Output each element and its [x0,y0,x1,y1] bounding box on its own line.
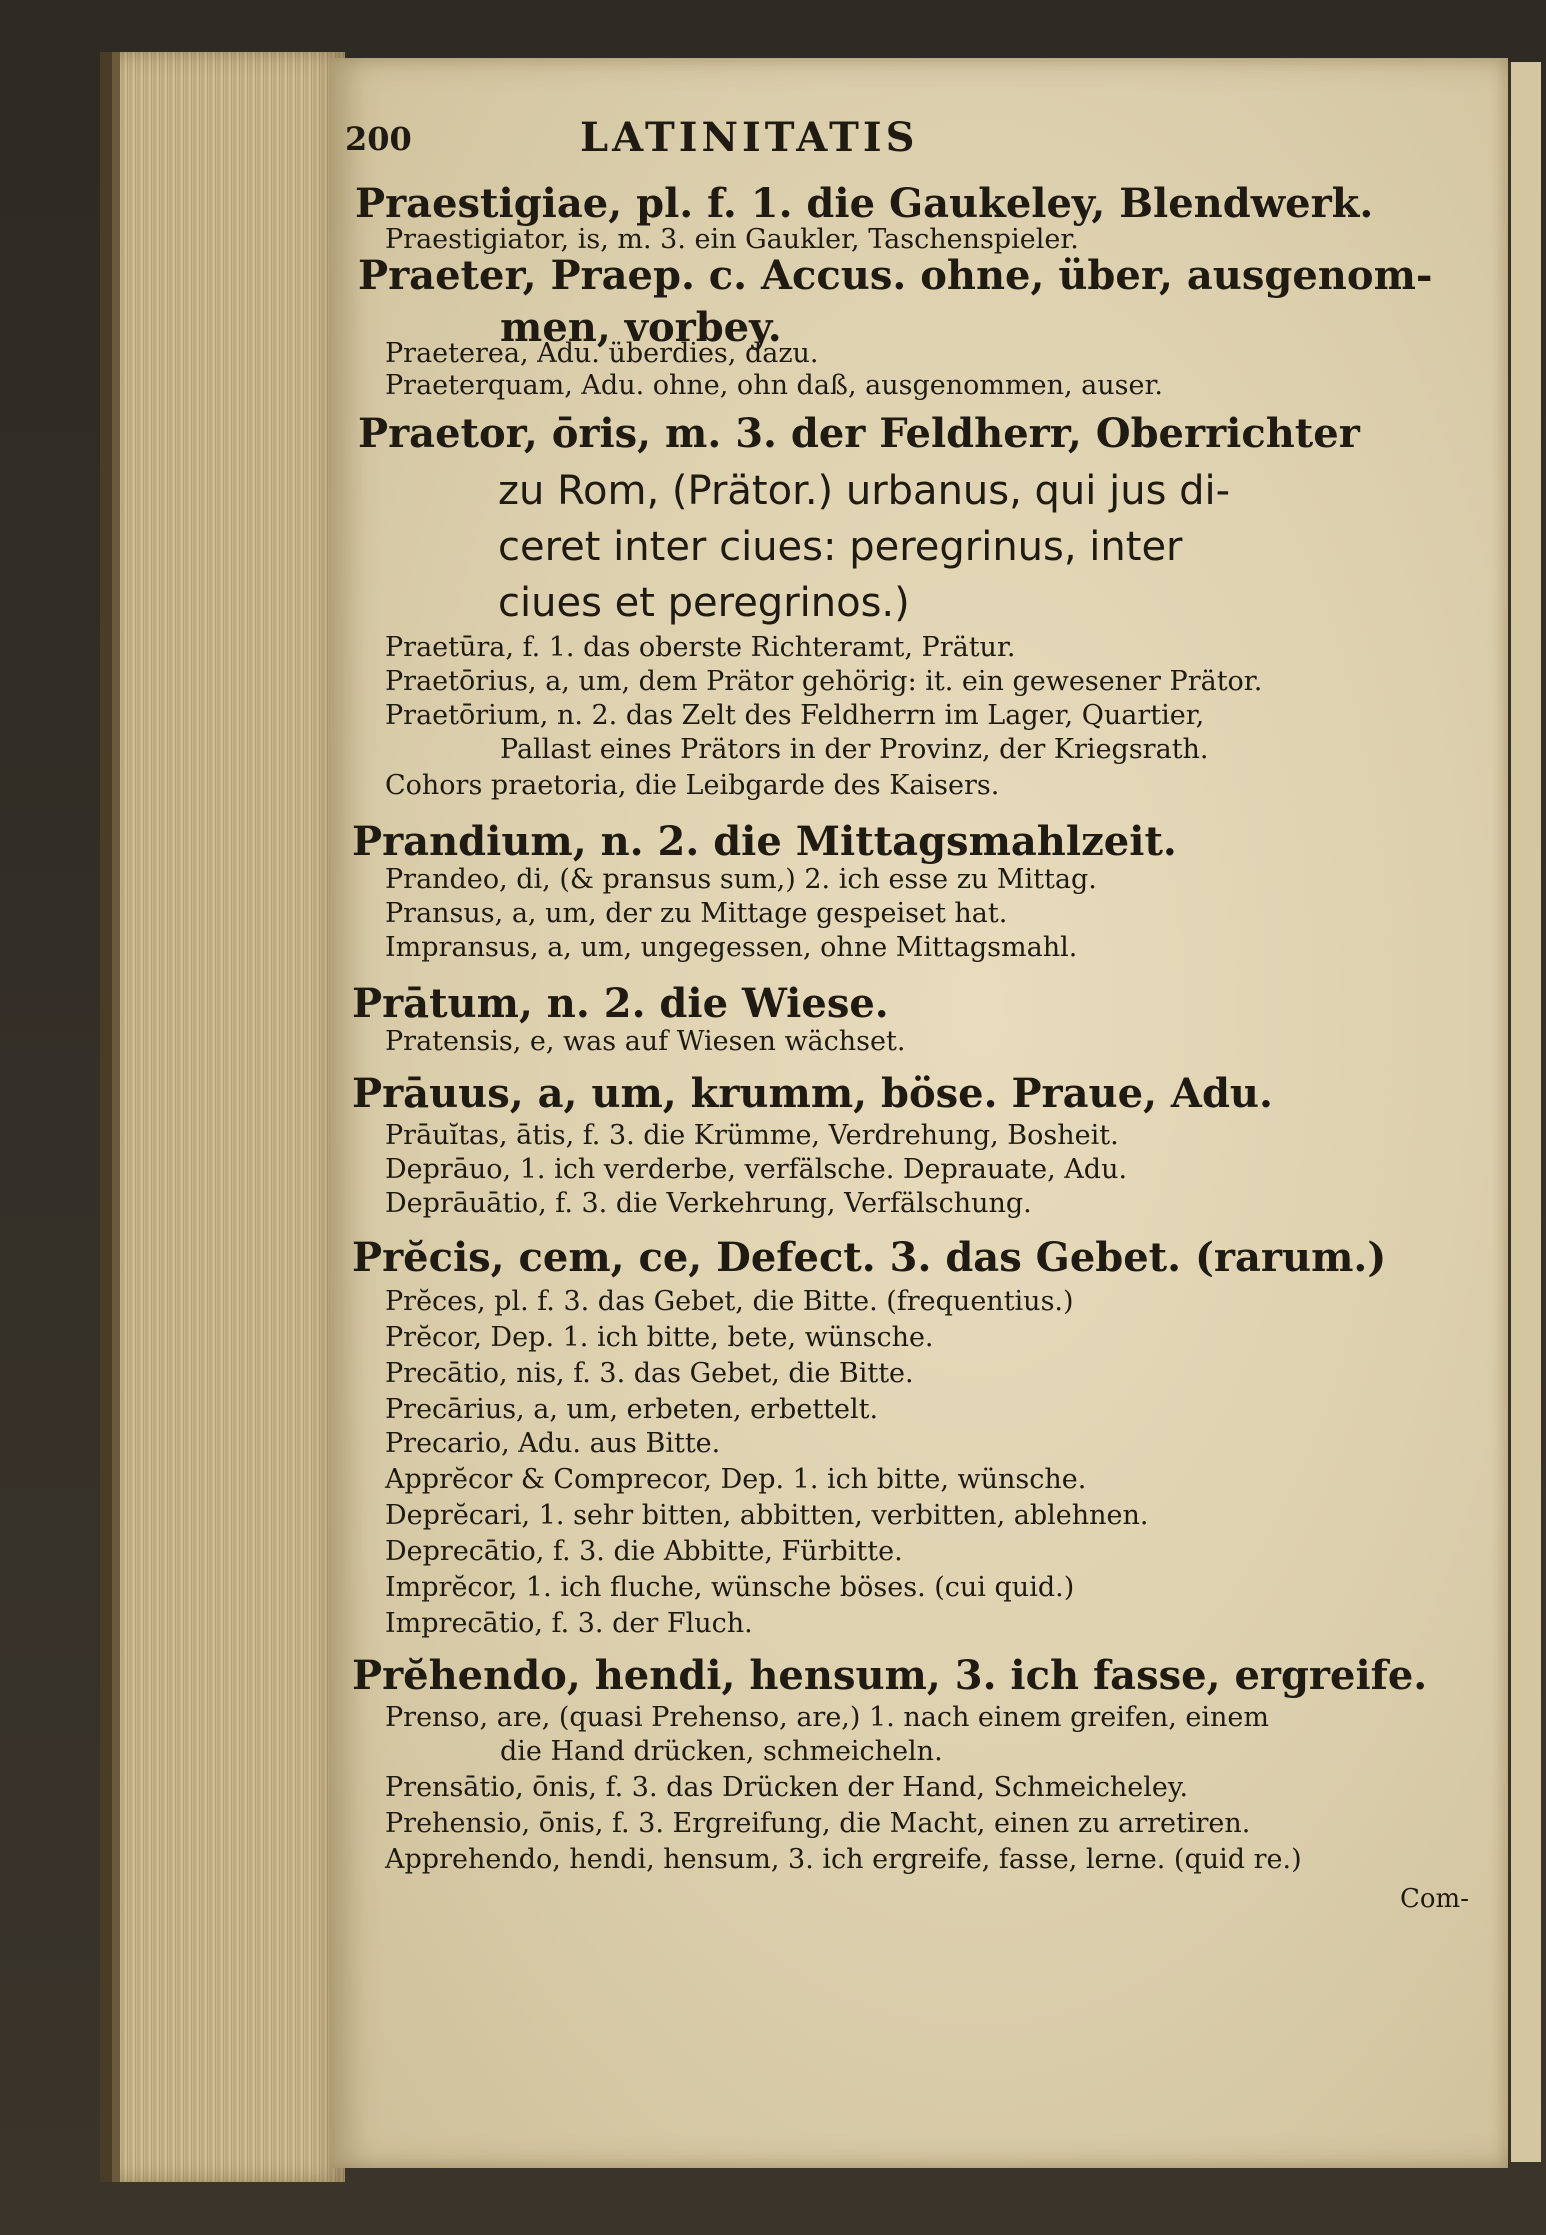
entry-deprauo: Deprāuo, 1. ich verderbe, verfälsche. Deprauate, Adu. [385,1154,1128,1185]
entry-prehensio: Prehensio, ōnis, f. 3. Ergreifung, die Macht, einen zu arretiren. [385,1808,1251,1839]
entry-prensatio: Prensātio, ōnis, f. 3. das Drücken der Hand, Schmeicheley. [385,1772,1189,1803]
entry-praetor-l2: zu Rom, (Prätor.) urbanus, qui jus di- [498,468,1231,514]
entry-prenso-cont: die Hand drücken, schmeicheln. [500,1736,943,1767]
entry-precis: Prĕcis, cem, ce, Defect. 3. das Gebet. (rarum.) [352,1234,1387,1281]
catchword: Com- [1400,1884,1469,1914]
entry-cohors: Cohors praetoria, die Leibgarde des Kaisers. [385,770,1000,801]
entry-praetura: Praetūra, f. 1. das oberste Richteramt, Prätur. [385,632,1016,663]
entry-prandeo: Prandeo, di, (& pransus sum,) 2. ich esse zu Mittag. [385,864,1097,895]
entry-prenso: Prenso, are, (quasi Prehenso, are,) 1. nach einem greifen, einem [385,1702,1270,1733]
entry-pratum: Prātum, n. 2. die Wiese. [352,980,889,1027]
entry-prehendo: Prĕhendo, hendi, hensum, 3. ich fasse, ergreife. [352,1652,1428,1699]
entry-praestigiae: Praestigiae, pl. f. 1. die Gaukeley, Blendwerk. [355,180,1374,227]
entry-deprecatio: Deprecātio, f. 3. die Abbitte, Fürbitte. [385,1536,903,1567]
page-block-edge [112,52,345,2182]
entry-pransus: Pransus, a, um, der zu Mittage gespeiset hat. [385,898,1008,929]
entry-praeter: Praeter, Praep. c. Accus. ohne, über, ausgenom- [358,252,1433,299]
entry-praetorium-cont: Pallast eines Prätors in der Provinz, der Kriegsrath. [500,734,1209,765]
running-title: LATINITATIS [580,114,919,161]
entry-imprecatio: Imprecātio, f. 3. der Fluch. [385,1608,753,1639]
entry-prauitas: Prāuĭtas, ātis, f. 3. die Krümme, Verdrehung, Bosheit. [385,1120,1119,1151]
entry-impransus: Impransus, a, um, ungegessen, ohne Mittagsmahl. [385,932,1078,963]
entry-precario: Precario, Adu. aus Bitte. [385,1428,721,1459]
entry-praeterquam: Praeterquam, Adu. ohne, ohn daß, ausgenommen, auser. [385,370,1163,401]
entry-preces: Prĕces, pl. f. 3. das Gebet, die Bitte. (frequentius.) [385,1286,1074,1317]
page-number: 200 [345,120,412,158]
entry-praetor-l3: ceret inter ciues: peregrinus, inter [498,524,1183,570]
entry-praeterea: Praeterea, Adu. überdies, dazu. [385,338,819,369]
entry-apprecor: Apprĕcor & Comprecor, Dep. 1. ich bitte, wünsche. [385,1464,1087,1495]
entry-apprehendo: Apprehendo, hendi, hensum, 3. ich ergreife, fasse, lerne. (quid re.) [385,1844,1302,1875]
entry-precatio: Precātio, nis, f. 3. das Gebet, die Bitte. [385,1358,914,1389]
entry-precor: Prĕcor, Dep. 1. ich bitte, bete, wünsche. [385,1322,934,1353]
entry-precarius: Precārius, a, um, erbeten, erbettelt. [385,1394,879,1425]
entry-praetorium: Praetōrium, n. 2. das Zelt des Feldherrn im Lager, Quartier, [385,700,1205,731]
entry-praetor-l4: ciues et peregrinos.) [498,580,910,626]
entry-deprecari: Deprĕcari, 1. sehr bitten, abbitten, verbitten, ablehnen. [385,1500,1149,1531]
entry-pratensis: Pratensis, e, was auf Wiesen wächset. [385,1026,906,1057]
entry-praetor: Praetor, ōris, m. 3. der Feldherr, Oberrichter [358,410,1360,457]
entry-prandium: Prandium, n. 2. die Mittagsmahlzeit. [352,818,1177,865]
entry-praeter-cont: men, vorbey. [500,304,782,351]
entry-praetorius: Praetōrius, a, um, dem Prätor gehörig: it. ein gewesener Prätor. [385,666,1263,697]
entry-prauus: Prāuus, a, um, krumm, böse. Praue, Adu. [352,1070,1273,1117]
facing-page-edge [1508,62,1541,2162]
entry-praestigiator: Praestigiator, is, m. 3. ein Gaukler, Taschenspieler. [385,224,1079,255]
entry-imprecor: Imprĕcor, 1. ich fluche, wünsche böses. (cui quid.) [385,1572,1075,1603]
entry-deprauatio: Deprāuātio, f. 3. die Verkehrung, Verfälschung. [385,1188,1032,1219]
